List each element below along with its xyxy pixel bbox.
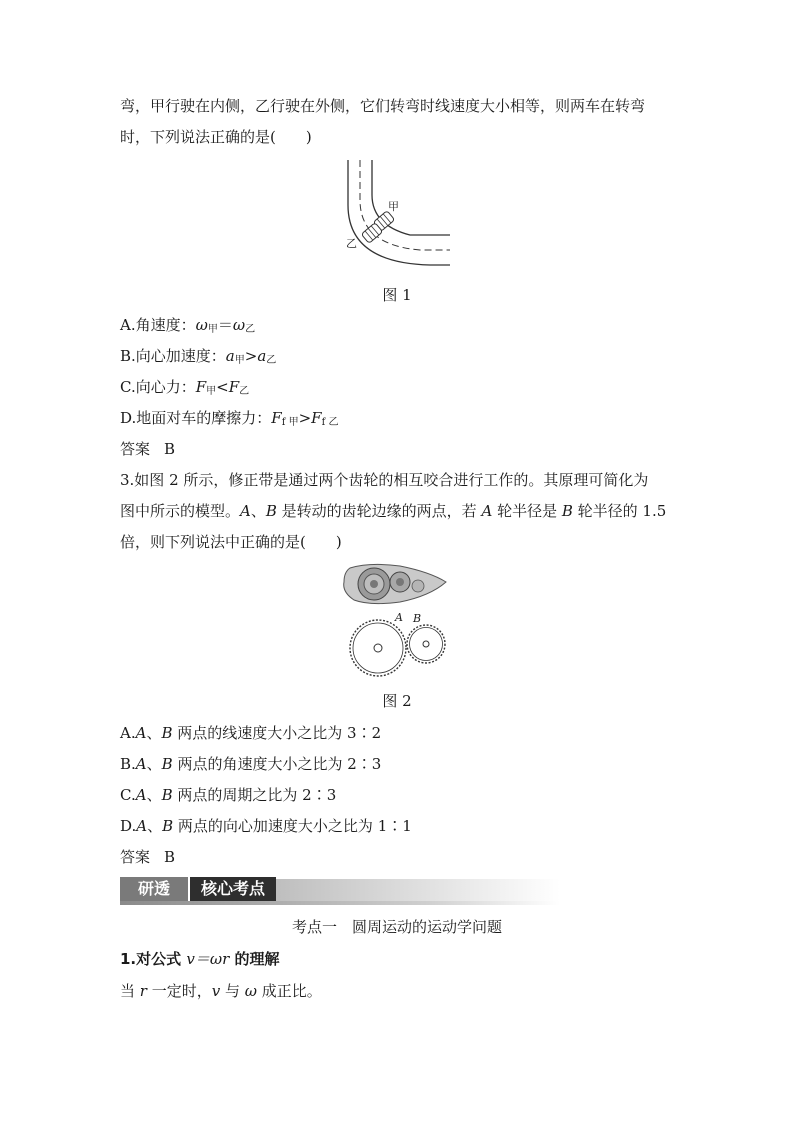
section-title: 考点一 圆周运动的运动学问题	[291, 918, 502, 936]
banner-shade	[270, 879, 560, 901]
q3-answer: 答案 B	[120, 848, 176, 866]
q3-text-line-1: 3.如图 2 所示，修正带是通过两个齿轮的相互咬合进行工作的。其原理可简化为	[120, 471, 649, 489]
label-yi: 乙	[346, 237, 357, 250]
subsection-heading-1: 1.对公式 v＝ωr 的理解	[120, 950, 280, 968]
figure-2-gear-diagram	[340, 562, 452, 690]
body-text-1: 当 r 一定时，v 与 ω 成正比。	[120, 982, 322, 1000]
figure-2-caption: 图 2	[382, 692, 412, 710]
label-point-a: A	[395, 611, 403, 624]
figure-1-caption: 图 1	[382, 286, 412, 304]
banner-label-core-points: 核心考点	[190, 877, 276, 901]
correction-tape-photo	[344, 564, 446, 603]
banner-label-yantou: 研透	[120, 877, 188, 901]
gear-a-center	[374, 644, 382, 652]
q2-text-line-2: 时，下列说法正确的是( )	[120, 128, 312, 146]
q3-option-c: C.A、B 两点的周期之比为 2∶3	[120, 786, 337, 804]
q3-text-line-3: 倍，则下列说法中正确的是( )	[120, 533, 342, 551]
q3-option-b: B.A、B 两点的角速度大小之比为 2∶3	[120, 755, 382, 773]
gear-b-center	[423, 641, 429, 647]
q2-option-c: C.向心力：$F_甲<F_乙$	[120, 378, 250, 397]
q2-option-d: D.地面对车的摩擦力：$F_{f 甲}>F_{f 乙}$	[120, 409, 339, 428]
road-outer-edge	[348, 160, 450, 265]
label-jia: 甲	[388, 200, 399, 213]
q3-option-d: D.A、B 两点的向心加速度大小之比为 1∶1	[120, 817, 412, 835]
q3-option-a: A.A、B 两点的线速度大小之比为 3∶2	[120, 724, 382, 742]
q2-option-b: B.向心加速度：$a_甲>a_乙$	[120, 347, 277, 366]
q3-text-line-2: 图中所示的模型。A、B 是转动的齿轮边缘的两点，若 A 轮半径是 B 轮半径的 1.5	[120, 502, 667, 520]
label-point-b: B	[413, 612, 422, 625]
section-banner	[120, 877, 560, 907]
q2-text-line-1: 弯，甲行驶在内侧，乙行驶在外侧，它们转弯时线速度大小相等，则两车在转弯	[120, 97, 646, 115]
banner-underline	[120, 901, 560, 905]
q2-answer: 答案 B	[120, 440, 176, 458]
q2-option-a: A.角速度：$\omega_甲=\omega_乙$	[120, 316, 256, 335]
figure-1-road-diagram	[340, 155, 460, 275]
